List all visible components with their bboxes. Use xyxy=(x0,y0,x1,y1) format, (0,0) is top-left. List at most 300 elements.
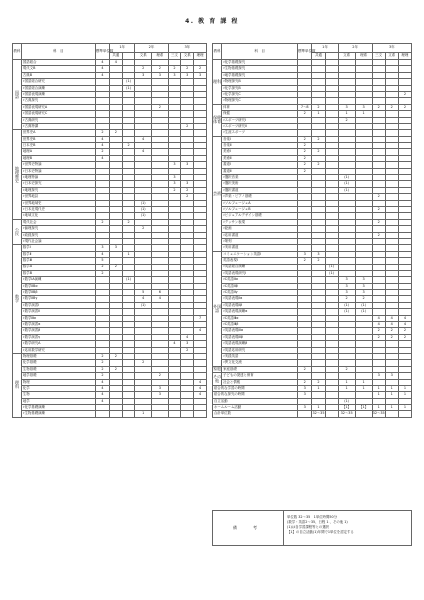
header-grade2: 2年 xyxy=(338,44,372,53)
unit-cell: (1) xyxy=(338,175,355,181)
unit-cell: 4 xyxy=(95,385,109,391)
unit-cell: 2 xyxy=(372,334,385,340)
unit-cell: 4 xyxy=(95,143,109,149)
subject-name: ♯化学探究C xyxy=(222,91,298,97)
subject-name: ♯日本史特論 xyxy=(21,168,95,174)
subject-group-label: 地理歴史 xyxy=(13,130,22,219)
unit-cell: (1) xyxy=(122,277,135,283)
subject-name: ♯C英語Ⅱβ xyxy=(222,283,298,289)
unit-cell: 1 xyxy=(355,379,372,385)
subject-name: ♯世界地域史 xyxy=(21,200,95,206)
subject-name: 社会と情報 xyxy=(222,379,298,385)
unit-cell: 3 xyxy=(338,283,355,289)
summary-label: ホームルーム活動 xyxy=(213,405,298,411)
unit-cell: 2 xyxy=(95,366,109,372)
header-course: 理理 xyxy=(194,53,207,60)
unit-cell: 2 xyxy=(109,130,122,136)
subject-name: ♯国語表現研究C xyxy=(21,111,95,117)
subject-name: ♯C英語Ⅲα xyxy=(222,315,298,321)
unit-cell: 3 xyxy=(338,277,355,283)
unit-cell: (1) xyxy=(122,79,135,85)
unit-cell: 4 xyxy=(194,379,207,385)
subject-name: 保健 xyxy=(222,111,298,117)
unit-cell: 4 xyxy=(168,341,181,347)
subject-name: ♯数学ⅡBγ xyxy=(21,296,95,302)
subject-name: ♯C英語Ⅱα xyxy=(222,277,298,283)
unit-cell: 2 xyxy=(122,219,135,225)
subject-name: ♯古典研究 xyxy=(21,117,95,123)
unit-cell xyxy=(152,411,169,417)
subject-name: ♯英語表現研究Ⅰ xyxy=(222,270,298,276)
remarks-line: (数学・英語2〜35、日程 1 、その他 1) xyxy=(287,520,348,524)
subject-name: ♯C英語Ⅱγ xyxy=(222,290,298,296)
subject-name: ♯絵画 xyxy=(222,226,298,232)
unit-cell: 2 xyxy=(312,104,325,110)
subject-name: 数学Ⅱ xyxy=(21,251,95,257)
unit-cell: 1 xyxy=(372,392,385,398)
subject-name: ♯生物基礎演練 xyxy=(21,411,95,417)
subject-name: ♯英語表現Ⅱα xyxy=(222,296,298,302)
subject-group-label: 芸術 xyxy=(213,136,222,251)
subject-name: 書道Ⅰ xyxy=(222,162,298,168)
unit-cell: (1) xyxy=(135,213,152,219)
unit-cell: 2 xyxy=(181,194,194,200)
unit-cell xyxy=(325,411,338,417)
unit-cell: 3 xyxy=(152,72,169,78)
subject-name: ♯選択書道 xyxy=(222,187,298,193)
subject-name: ♯地理探究 xyxy=(21,187,95,193)
subject-name: ♯物理探究C xyxy=(222,98,298,104)
subject-name: ♯地学基礎探究 xyxy=(222,72,298,78)
unit-cell: 2 xyxy=(312,149,325,155)
subject-group-label: 数学 xyxy=(13,245,22,354)
unit-cell: 1 xyxy=(135,411,152,417)
unit-cell: 2 xyxy=(338,296,355,302)
unit-cell: 2 xyxy=(312,379,325,385)
subject-name: ♯生物基礎探究 xyxy=(222,66,298,72)
subject-name: ♯スポーツ研究Ⅱ xyxy=(222,123,298,129)
unit-cell: 2 xyxy=(135,66,152,72)
unit-cell xyxy=(385,411,398,417)
subject-name: ♯地域文化 xyxy=(21,213,95,219)
unit-cell: 2 xyxy=(95,373,109,379)
unit-cell: 1 xyxy=(312,111,325,117)
subject-name: 地理B xyxy=(21,155,95,161)
unit-cell: 5 xyxy=(95,258,109,264)
remarks-box xyxy=(212,510,412,546)
subject-name: 生物基礎 xyxy=(21,366,95,372)
unit-cell: 2 xyxy=(338,366,355,372)
unit-cell: 1 xyxy=(398,385,411,391)
subject-name: ♯英語表現Ⅲα xyxy=(222,328,298,334)
unit-cell: (1) xyxy=(325,264,338,270)
subject-name: 現代文B xyxy=(21,66,95,72)
subject-name: ♯数学演習Ⅱ xyxy=(21,309,95,315)
unit-cell: 【1】 xyxy=(338,405,355,411)
subject-name: コミュニケーション英語Ⅰ xyxy=(222,251,298,257)
unit-cell: 3 xyxy=(181,181,194,187)
header-course: 理理 xyxy=(398,53,411,60)
unit-cell xyxy=(122,411,135,417)
unit-cell: (1) xyxy=(338,309,355,315)
subject-name: 数学Ⅲ xyxy=(21,258,95,264)
subject-name: ♯現代社会論 xyxy=(21,238,95,244)
header-course: 共通 xyxy=(109,53,122,60)
unit-cell: 1 xyxy=(355,385,372,391)
subject-name: ♯ビジュアルデザイン基礎 xyxy=(222,213,298,219)
subject-name: ♯英語総合演練 xyxy=(222,264,298,270)
unit-cell: 7 xyxy=(194,315,207,321)
unit-cell: 2 xyxy=(168,187,181,193)
unit-cell: 3 xyxy=(298,392,312,398)
subject-name: ♯政経探究 xyxy=(21,232,95,238)
header-subject: 科 目 xyxy=(21,44,95,60)
unit-cell: 2 xyxy=(95,270,109,276)
subject-name: ♯数学研究A xyxy=(21,341,95,347)
unit-cell: 3 xyxy=(95,245,109,251)
subject-name: 音楽Ⅰ xyxy=(222,136,298,142)
unit-cell: 1 xyxy=(398,405,411,411)
subject-group-label: 国語 xyxy=(13,60,22,130)
unit-cell: 1 xyxy=(398,392,411,398)
subject-name: ♯ソルフェージュA xyxy=(222,200,298,206)
subject-name: 化学基礎 xyxy=(21,360,95,366)
unit-cell: 4 xyxy=(372,322,385,328)
unit-cell: 3 xyxy=(168,175,181,181)
summary-label: 総合的な探究の時間 xyxy=(213,392,298,398)
unit-cell: 4 xyxy=(95,155,109,161)
subject-name: ♯数学ⅡBα xyxy=(21,283,95,289)
unit-cell: 4 xyxy=(398,322,411,328)
unit-cell: 2 xyxy=(385,104,398,110)
unit-cell: 4 xyxy=(194,328,207,334)
unit-cell: (1) xyxy=(122,85,135,91)
header-row xyxy=(13,44,207,53)
header-course: 共通 xyxy=(312,53,325,60)
header-category: 教科 xyxy=(13,44,22,60)
unit-cell: 2 xyxy=(372,104,385,110)
unit-cell: 4 xyxy=(398,315,411,321)
header-grade2: 2年 xyxy=(135,44,168,53)
subject-name: ♯英語表現Ⅱβ xyxy=(222,302,298,308)
unit-cell: 4 xyxy=(95,398,109,404)
unit-cell: 2 xyxy=(312,136,325,142)
subject-name: ♯英語表現演練β xyxy=(222,341,298,347)
unit-cell xyxy=(95,411,109,417)
unit-cell: 3 xyxy=(135,72,152,78)
subject-name: 化学 xyxy=(21,385,95,391)
subject-name: ♯倫理探究 xyxy=(21,226,95,232)
subject-name: ♯篆刻 xyxy=(222,238,298,244)
unit-cell: 2 xyxy=(372,219,385,225)
unit-cell: 1 xyxy=(385,392,398,398)
unit-cell: (1) xyxy=(135,206,152,212)
summary-label: 自立活動 xyxy=(213,398,298,404)
subject-name: ♯世界地誌 xyxy=(21,194,95,200)
subject-name: ♯英語応用研究 xyxy=(222,347,298,353)
subject-name: 数学A xyxy=(21,264,95,270)
unit-cell: 4 xyxy=(194,385,207,391)
unit-cell: 2 xyxy=(398,91,411,97)
unit-cell: 2 xyxy=(168,66,181,72)
unit-cell: 2 xyxy=(181,123,194,129)
summary-row xyxy=(213,411,412,417)
unit-cell: 2 xyxy=(298,155,312,161)
unit-cell: 2 xyxy=(372,232,385,238)
subject-group-label: 外国語 xyxy=(213,251,222,366)
unit-cell xyxy=(168,411,181,417)
subject-name: ♯国語総合演練 xyxy=(21,85,95,91)
unit-cell: 4 xyxy=(95,251,109,257)
subject-name: ♯英語表現Ⅲβ xyxy=(222,334,298,340)
remarks-line: 単位数 32〜35 1単位時間50分 xyxy=(287,515,338,519)
unit-cell: 3 xyxy=(152,385,169,391)
subject-name: 生物 xyxy=(21,392,95,398)
subject-name: ♯国語表現演練 xyxy=(21,91,95,97)
unit-cell: 2 xyxy=(152,373,169,379)
unit-cell: 2 xyxy=(398,104,411,110)
unit-cell: 3 xyxy=(298,405,312,411)
subject-group-label: 理科 xyxy=(213,60,222,105)
subject-name: 古典B xyxy=(21,72,95,78)
unit-cell: 5 xyxy=(135,290,152,296)
subject-name: ♯化学基礎演練 xyxy=(21,405,95,411)
header-course: 文系 xyxy=(181,53,194,60)
header-course: 文系 xyxy=(338,53,355,60)
unit-cell: 1 xyxy=(385,385,398,391)
unit-cell: 2 xyxy=(95,360,109,366)
subject-name: ♯物理探究B xyxy=(222,79,298,85)
unit-cell: 2 xyxy=(298,162,312,168)
header-subject: 科 目 xyxy=(222,44,298,60)
unit-cell: 2 xyxy=(109,353,122,359)
unit-cell: 2 xyxy=(298,366,312,372)
header-course: 理系 xyxy=(355,53,372,60)
header-grade3: 3年 xyxy=(168,44,206,53)
header-standard: 標準単位数 xyxy=(95,44,109,60)
curriculum-table-right xyxy=(212,43,412,418)
unit-cell: 2 xyxy=(152,66,169,72)
unit-cell: 2 xyxy=(398,328,411,334)
unit-cell xyxy=(194,411,207,417)
unit-cell: 3 xyxy=(298,385,312,391)
header-grade1: 1年 xyxy=(109,44,135,53)
unit-cell: 4 xyxy=(135,296,152,302)
unit-cell: 1 xyxy=(338,111,355,117)
unit-cell: 4 xyxy=(385,315,398,321)
subject-name: ♯地理特論 xyxy=(21,175,95,181)
unit-cell: 2 xyxy=(312,258,325,264)
unit-cell: 2 xyxy=(135,360,152,366)
unit-cell: 4 xyxy=(152,296,169,302)
unit-cell: 3 xyxy=(385,373,398,379)
subject-name: ♯国語総合研究 xyxy=(21,79,95,85)
subject-name: ♯古典特講 xyxy=(21,123,95,129)
unit-cell: 32〜35 xyxy=(338,411,355,417)
unit-cell: 1 xyxy=(372,385,385,391)
unit-cell: (1) xyxy=(338,398,355,404)
unit-cell: 3 xyxy=(181,72,194,78)
subject-name: 音楽Ⅱ xyxy=(222,143,298,149)
unit-cell: 2 xyxy=(298,258,312,264)
subject-name: 現代社会 xyxy=(21,219,95,225)
subject-name: ♯世界史特論 xyxy=(21,162,95,168)
unit-cell: 2 xyxy=(338,117,355,123)
unit-cell: 2 xyxy=(152,104,169,110)
header-standard: 標準単位数 xyxy=(298,44,312,60)
subject-name: ♯選択音楽 xyxy=(222,175,298,181)
subject-name: ♯日本史探究 xyxy=(21,181,95,187)
unit-cell: 4 xyxy=(372,315,385,321)
unit-cell: 3 xyxy=(355,290,372,296)
subject-name: 地学基礎 xyxy=(21,373,95,379)
unit-cell: (1) xyxy=(135,200,152,206)
subject-name: ♯数学演習Ⅰ xyxy=(21,302,95,308)
unit-cell: (1) xyxy=(338,187,355,193)
unit-cell: 1 xyxy=(122,251,135,257)
subject-group-label: 保健体育 xyxy=(213,104,222,136)
subject-name: 地理A xyxy=(21,149,95,155)
unit-cell: 3 xyxy=(338,104,355,110)
unit-cell: 4 xyxy=(95,136,109,142)
unit-cell xyxy=(298,411,312,417)
subject-name: ♯ソルフェージュB xyxy=(222,206,298,212)
subject-name: ♯応用書道 xyxy=(222,232,298,238)
subject-name: 家庭基礎 xyxy=(222,366,298,372)
unit-cell: 2 xyxy=(95,219,109,225)
unit-cell: 【1】 xyxy=(355,405,372,411)
subject-name: 数学Ⅰ xyxy=(21,245,95,251)
subject-group-label: 公民 xyxy=(13,219,22,245)
unit-cell: (1) xyxy=(355,302,372,308)
header-course: 三文 xyxy=(372,53,385,60)
header-course: 文系 xyxy=(135,53,152,60)
unit-cell: (1) xyxy=(338,181,355,187)
unit-cell: 4 xyxy=(109,60,122,66)
unit-cell: 3 xyxy=(338,290,355,296)
subject-name: 美術Ⅰ xyxy=(222,149,298,155)
subject-group-label: 家庭 xyxy=(213,366,222,372)
subject-name: ♯数学演習γ xyxy=(21,334,95,340)
header-category: 教科 xyxy=(213,44,222,60)
remarks-text xyxy=(287,515,354,535)
unit-cell: 4 xyxy=(194,392,207,398)
subject-name: ♯実践英語 xyxy=(222,353,298,359)
unit-cell: 7〜8 xyxy=(298,104,312,110)
unit-cell: 4 xyxy=(95,66,109,72)
unit-cell: 3 xyxy=(168,162,181,168)
unit-cell: 1 xyxy=(338,385,355,391)
unit-cell: 1 xyxy=(338,379,355,385)
unit-cell: 2 xyxy=(298,149,312,155)
unit-cell: 1 xyxy=(385,405,398,411)
subject-name: 数学B xyxy=(21,270,95,276)
subject-name: ♯応用数学研究 xyxy=(21,347,95,353)
unit-cell: 4 xyxy=(95,72,109,78)
subject-name: 世界史B xyxy=(21,136,95,142)
unit-cell: 2 xyxy=(122,143,135,149)
subject-name: 国語総合 xyxy=(21,60,95,66)
header-course xyxy=(122,53,135,60)
unit-cell: 2 xyxy=(95,149,109,155)
subject-name: ♯異文化交流 xyxy=(222,360,298,366)
subject-name: ♯数学ⅡBβ xyxy=(21,290,95,296)
unit-cell: 3 xyxy=(194,72,207,78)
subject-name: ♯デッサン表現 xyxy=(222,219,298,225)
unit-cell: 2 xyxy=(181,66,194,72)
remarks-line: (1)は自学習課程等との選択 xyxy=(287,525,330,529)
subject-name: ♯英語表現演練α xyxy=(222,309,298,315)
subject-name: ♯日本近現代史 xyxy=(21,206,95,212)
unit-cell: 1 xyxy=(355,111,372,117)
subject-name: ♯実用書道 xyxy=(222,245,298,251)
unit-cell: 3 xyxy=(168,181,181,187)
unit-cell: 6 xyxy=(152,290,169,296)
unit-cell: 3 xyxy=(168,72,181,78)
unit-cell xyxy=(109,411,122,417)
unit-cell: 4 xyxy=(95,392,109,398)
subject-name: ♯スポーツ研究Ⅰ xyxy=(222,117,298,123)
subject-name: 英語表現Ⅰ xyxy=(222,258,298,264)
subject-name: ♯古典探究 xyxy=(21,98,95,104)
unit-cell: (1) xyxy=(355,309,372,315)
unit-cell: (1) xyxy=(338,302,355,308)
subject-name: 地学 xyxy=(21,398,95,404)
unit-cell: 2 xyxy=(109,264,122,270)
unit-cell: 4 xyxy=(181,334,194,340)
unit-cell: 2 xyxy=(181,347,194,353)
unit-cell: (1) xyxy=(325,270,338,276)
header-row xyxy=(213,44,412,53)
subject-name: ♯声楽・ピアノ基礎 xyxy=(222,194,298,200)
remarks-label: 備 考 xyxy=(213,511,284,545)
unit-cell: 2 xyxy=(385,334,398,340)
unit-cell: 2 xyxy=(95,264,109,270)
unit-cell: 2 xyxy=(181,187,194,193)
unit-cell: 3 xyxy=(298,251,312,257)
unit-cell: 2 xyxy=(385,328,398,334)
subject-name: ♯C英語Ⅲβ xyxy=(222,322,298,328)
subject-name: ♯数学演習α xyxy=(21,322,95,328)
unit-cell: 2 xyxy=(135,226,152,232)
unit-cell: 3 xyxy=(372,373,385,379)
unit-cell: 2 xyxy=(298,111,312,117)
header-course: 三文 xyxy=(168,53,181,60)
subject-name: ♯化学基礎探究 xyxy=(222,60,298,66)
unit-cell: 3 xyxy=(355,283,372,289)
unit-cell: 4 xyxy=(135,149,152,155)
unit-cell: 3 xyxy=(181,341,194,347)
unit-cell: 2 xyxy=(298,143,312,149)
subject-name: 書道Ⅱ xyxy=(222,168,298,174)
unit-cell: 2 xyxy=(194,66,207,72)
unit-cell: 2 xyxy=(95,130,109,136)
unit-cell: 2 xyxy=(298,136,312,142)
unit-cell xyxy=(181,411,194,417)
subject-name: 体育 xyxy=(222,104,298,110)
subject-name: 物理基礎 xyxy=(21,353,95,359)
unit-cell xyxy=(355,411,372,417)
subject-name: 物理 xyxy=(21,379,95,385)
unit-cell: 1 xyxy=(312,405,325,411)
remarks-line: 【1】の自立活動(1)年間で1単位を認定する xyxy=(287,530,354,534)
summary-label: 合計単位数 xyxy=(213,411,298,417)
subject-name: ♯数学演習β xyxy=(21,328,95,334)
subject-name: 日本史B xyxy=(21,143,95,149)
unit-cell: 4 xyxy=(95,379,109,385)
unit-cell: 3 xyxy=(355,104,372,110)
subject-name: ♯数学Ⅲα xyxy=(21,315,95,321)
